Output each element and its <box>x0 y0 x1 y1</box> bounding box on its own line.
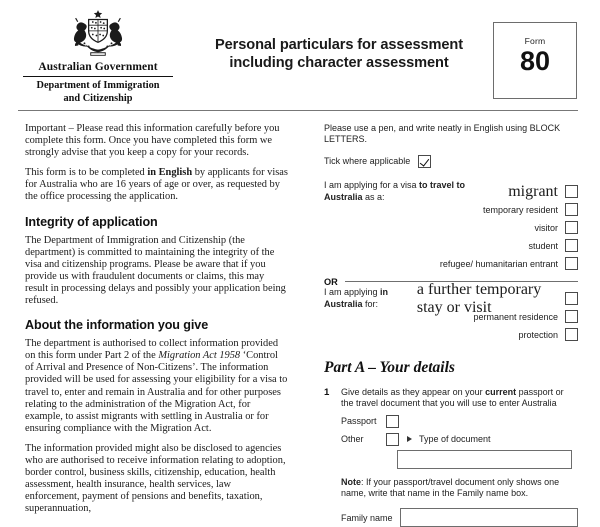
para-about-post: ‘Control of Arrival and Presence of Non-Citizens’. The information provided will be used for assessing your eligibility for a visa to travel to, enter and remain in Australia and for other purposes relating to the administration of the Migration Act, for example, to assist migrants with settling in Australia or for ensuring compliance with the Migration Act. <box>25 350 288 434</box>
travel-intro-pre: I am applying for a visa <box>324 180 420 191</box>
travel-option-label-2: visitor <box>534 222 558 233</box>
checkbox-passport[interactable] <box>386 415 399 428</box>
type-of-document-label: Type of document <box>419 434 491 445</box>
right-column <box>324 123 578 527</box>
passport-row <box>341 415 578 428</box>
question-1-body <box>341 387 578 527</box>
migration-act-citation: Migration Act 1958 <box>158 350 241 362</box>
page-title-line1: Personal particulars for assessment <box>215 37 463 53</box>
page-title-line2: including character assessment <box>229 55 449 71</box>
q1-post: passport or the travel document that you will use to enter Australia <box>341 386 564 409</box>
para-about-information <box>25 338 288 435</box>
travel-visa-intro <box>324 180 502 203</box>
family-name-label: Family name <box>341 512 393 523</box>
checkbox-migrant[interactable] <box>565 185 578 198</box>
form-number-box <box>493 22 577 99</box>
note-body: : If your passport/travel document only shows one name, write that name in the Family name box. <box>341 476 560 499</box>
family-name-input[interactable] <box>400 508 578 527</box>
header-divider <box>18 110 578 111</box>
para-integrity: The Department of Immigration and Citizenship (the department) is committed to maintaining the integrity of the visa and citizenship programs. Please be aware that if you provide us with fraudulent documents or claims, this may result in processing delays and possibly your application being refused. <box>25 234 286 307</box>
travel-option-label-1: temporary resident <box>482 204 558 215</box>
in-australia-intro-row <box>324 280 578 316</box>
checkbox-visitor[interactable] <box>565 221 578 234</box>
travel-option-row-2 <box>324 221 578 235</box>
checkbox-permanent-residence[interactable] <box>565 310 578 323</box>
checkbox-other-document[interactable] <box>386 433 399 446</box>
page-title <box>196 36 482 72</box>
travel-option-row-3 <box>324 239 578 253</box>
passport-label: Passport <box>341 416 377 427</box>
branding-divider <box>23 76 173 77</box>
department-label-line2: and Citizenship <box>63 92 133 104</box>
question-1-text <box>341 387 578 410</box>
question-1 <box>324 387 578 527</box>
or-label: OR <box>324 276 338 287</box>
travel-visa-intro-row <box>324 180 578 202</box>
part-a-heading: Part A – Your details <box>324 358 455 376</box>
heading-about-information: About the information you give <box>25 318 209 333</box>
travel-option-label-0: migrant <box>508 182 558 200</box>
para-english-post: by applicants for visas for Australia who are 16 years of age or over, as requested by the office processing the application. <box>25 167 288 203</box>
department-label-line1: Department of Immigration <box>36 80 160 91</box>
family-name-row <box>341 508 578 527</box>
travel-option-row-4 <box>324 257 578 271</box>
para-important: Important – Please read this information carefully before you complete this form. Once you have completed this form we strongly advise that you keep a copy for your records. <box>25 123 280 159</box>
inaus-option-label-0: a further temporary stay or visit <box>416 280 542 316</box>
form-label: Form <box>524 36 546 46</box>
form-number: 80 <box>519 46 551 76</box>
inaus-option-label-1: permanent residence <box>473 311 558 322</box>
inaus-option-row-2 <box>324 328 578 342</box>
instruction-use-pen: Please use a pen, and write neatly in English using BLOCK LETTERS. <box>324 123 561 145</box>
checkbox-further-temporary-stay[interactable] <box>565 292 578 305</box>
government-branding <box>18 8 178 105</box>
arrow-right-icon <box>407 436 412 442</box>
checkbox-student[interactable] <box>565 239 578 252</box>
question-1-number: 1 <box>324 386 330 398</box>
checkbox-protection[interactable] <box>565 328 578 341</box>
travel-option-row-1 <box>324 203 578 217</box>
travel-intro-post: as a: <box>362 191 385 202</box>
government-label: Australian Government <box>38 61 158 73</box>
other-document-row <box>341 433 578 446</box>
other-label: Other <box>341 434 364 445</box>
q1-bold: current <box>485 386 517 397</box>
left-column <box>25 123 288 523</box>
note-one-name <box>341 477 578 500</box>
para-english-pre: This form is to be completed <box>25 167 148 179</box>
tick-where-applicable-row <box>324 155 578 168</box>
heading-integrity: Integrity of application <box>25 214 158 229</box>
inaus-intro-pre: I am applying <box>324 287 381 298</box>
travel-intro-bold: to travel to Australia <box>324 180 466 202</box>
inaus-intro-bold: in Australia <box>324 287 389 309</box>
note-bold-label: Note <box>341 476 361 487</box>
para-disclosure: The information provided might also be disclosed to agencies who are authorised to receive information relating to adoption, border control, business skills, citizenship, education, health assessment, health insurance, health services, law enforcement, payment of pensions and benefits, taxation, superannuation, <box>25 442 286 515</box>
inaus-intro-post: for: <box>362 298 379 309</box>
checkbox-refugee-humanitarian-entrant[interactable] <box>565 257 578 270</box>
page-header <box>0 0 600 112</box>
travel-option-label-4: refugee/ humanitarian entrant <box>439 258 558 269</box>
q1-pre: Give details as they appear on your <box>341 386 486 397</box>
tick-instruction-label: Tick where applicable <box>324 155 411 166</box>
checkbox-temporary-resident[interactable] <box>565 203 578 216</box>
australian-coat-of-arms-icon <box>61 8 135 60</box>
inaus-option-label-2: protection <box>518 329 558 340</box>
tick-example-checkbox <box>418 155 431 168</box>
para-english-bold: in English <box>147 167 193 179</box>
para-about-pre: The department is authorised to collect information provided on this form under Part 2 of the <box>25 338 279 362</box>
travel-option-label-3: student <box>528 240 558 251</box>
in-australia-intro <box>324 287 411 310</box>
para-english <box>25 167 288 203</box>
